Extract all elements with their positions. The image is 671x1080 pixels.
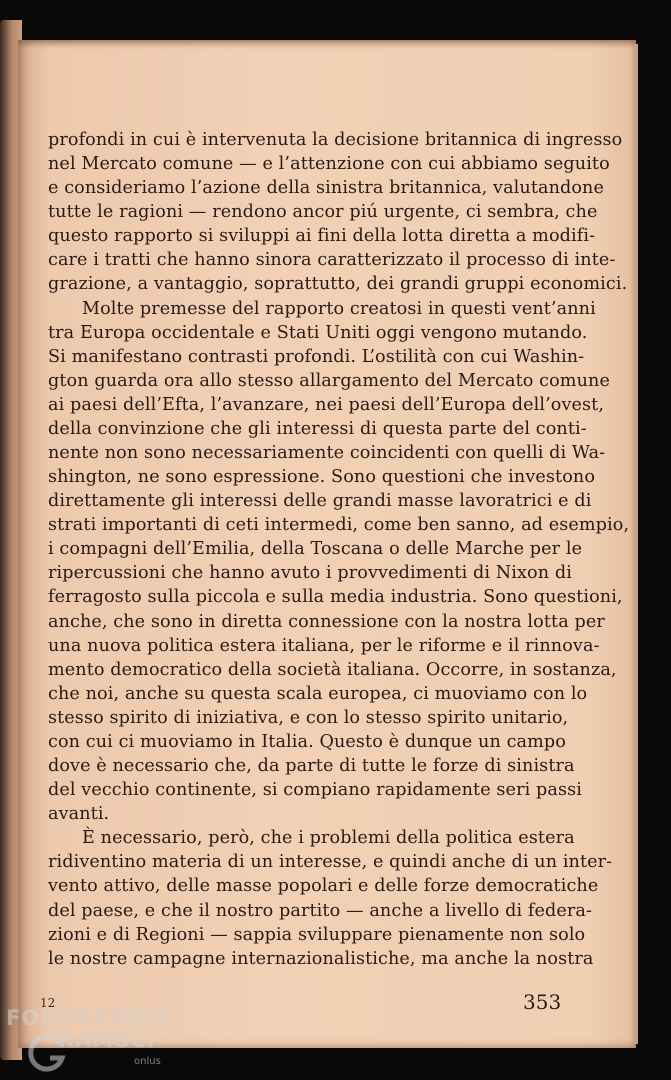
text-line: Si manifestano contrasti profondi. L’ostilità con cui Washin-: [48, 346, 585, 367]
page-right-edge: [634, 44, 638, 1044]
text-line: del paese, e che il nostro partito — anche a livello di federa-: [48, 900, 592, 921]
text-line: del vecchio continente, si compiano rapidamente seri passi: [48, 780, 582, 801]
text-line: ferragosto sulla piccola e sulla media industria. Sono questioni,: [48, 587, 623, 608]
text-line: tra Europa occidentale e Stati Uniti oggi vengono mutando.: [48, 322, 588, 343]
text-line: mento democratico della società italiana. Occorre, in sostanza,: [48, 659, 617, 680]
text-line: una nuova politica estera italiana, per le riforme e il rinnova-: [48, 635, 600, 656]
text-line: direttamente gli interessi delle grandi masse lavoratrici e di: [48, 491, 592, 512]
text-line: e consideriamo l’azione della sinistra britannica, valutandone: [48, 178, 605, 199]
text-line: tutte le ragioni — rendono ancor piú urgente, ci sembra, che: [48, 202, 598, 223]
text-line: anche, che sono in diretta connessione con la nostra lotta per: [48, 611, 605, 632]
text-line: avanti.: [48, 804, 110, 825]
signature-mark: 12: [40, 996, 56, 1010]
text-line: della convinzione che gli interessi di questa parte del conti-: [48, 418, 587, 439]
text-line: stesso spirito di iniziativa, e con lo stesso spirito unitario,: [48, 707, 569, 728]
page-number: 353: [523, 990, 562, 1014]
watermark-line-1: FONDAZIONE: [6, 1006, 173, 1030]
text-line: strati importanti di ceti intermedi, come ben sanno, ad esempio,: [48, 515, 630, 536]
paragraph-first-line: Molte premesse del rapporto creatosi in questi vent’anni: [82, 298, 596, 319]
text-line: i compagni dell’Emilia, della Toscana o delle Marche per le: [48, 539, 583, 560]
watermark-line-2: RAMSCI: [58, 1028, 156, 1052]
text-line: profondi in cui è intervenuta la decisione britannica di ingresso: [48, 130, 623, 150]
fondazione-gramsci-watermark: [6, 1006, 176, 1076]
text-line: shington, ne sono espressione. Sono questioni che investono: [48, 467, 596, 488]
text-line: gton guarda ora allo stesso allargamento del Mercato comune: [48, 370, 610, 391]
text-line: ai paesi dell’Efta, l’avanzare, nei paesi dell’Europa dell’ovest,: [48, 394, 605, 415]
text-line: zioni e di Regioni — sappia sviluppare pienamente non solo: [48, 924, 586, 945]
text-line: grazione, a vantaggio, soprattutto, dei grandi gruppi economici.: [48, 274, 628, 295]
text-line: nel Mercato comune — e l’attenzione con cui abbiamo seguito: [48, 154, 610, 175]
page-top-shadow: [18, 40, 636, 48]
text-line: le nostre campagne internazionalistiche, ma anche la nostra: [48, 948, 594, 969]
text-line: ridiventino materia di un interesse, e quindi anche di un inter-: [48, 852, 613, 873]
paragraph-first-line: È necessario, però, che i problemi della politica estera: [82, 828, 575, 849]
text-line: vento attivo, delle masse popolari e delle forze democratiche: [48, 876, 599, 897]
text-line: nente non sono necessariamente coincidenti con quelli di Wa-: [48, 443, 606, 464]
body-text: [48, 128, 630, 971]
watermark-suffix: onlus: [134, 1056, 161, 1067]
text-line: con cui ci muoviamo in Italia. Questo è dunque un campo: [48, 731, 566, 752]
text-line: dove è necessario che, da parte di tutte le forze di sinistra: [48, 756, 575, 777]
text-line: questo rapporto si sviluppi ai fini della lotta diretta a modifi-: [48, 226, 596, 247]
text-line: ripercussioni che hanno avuto i provvedimenti di Nixon di: [48, 563, 572, 584]
text-line: che noi, anche su questa scala europea, ci muoviamo con lo: [48, 683, 588, 704]
text-line: care i tratti che hanno sinora caratterizzato il processo di inte-: [48, 250, 616, 271]
